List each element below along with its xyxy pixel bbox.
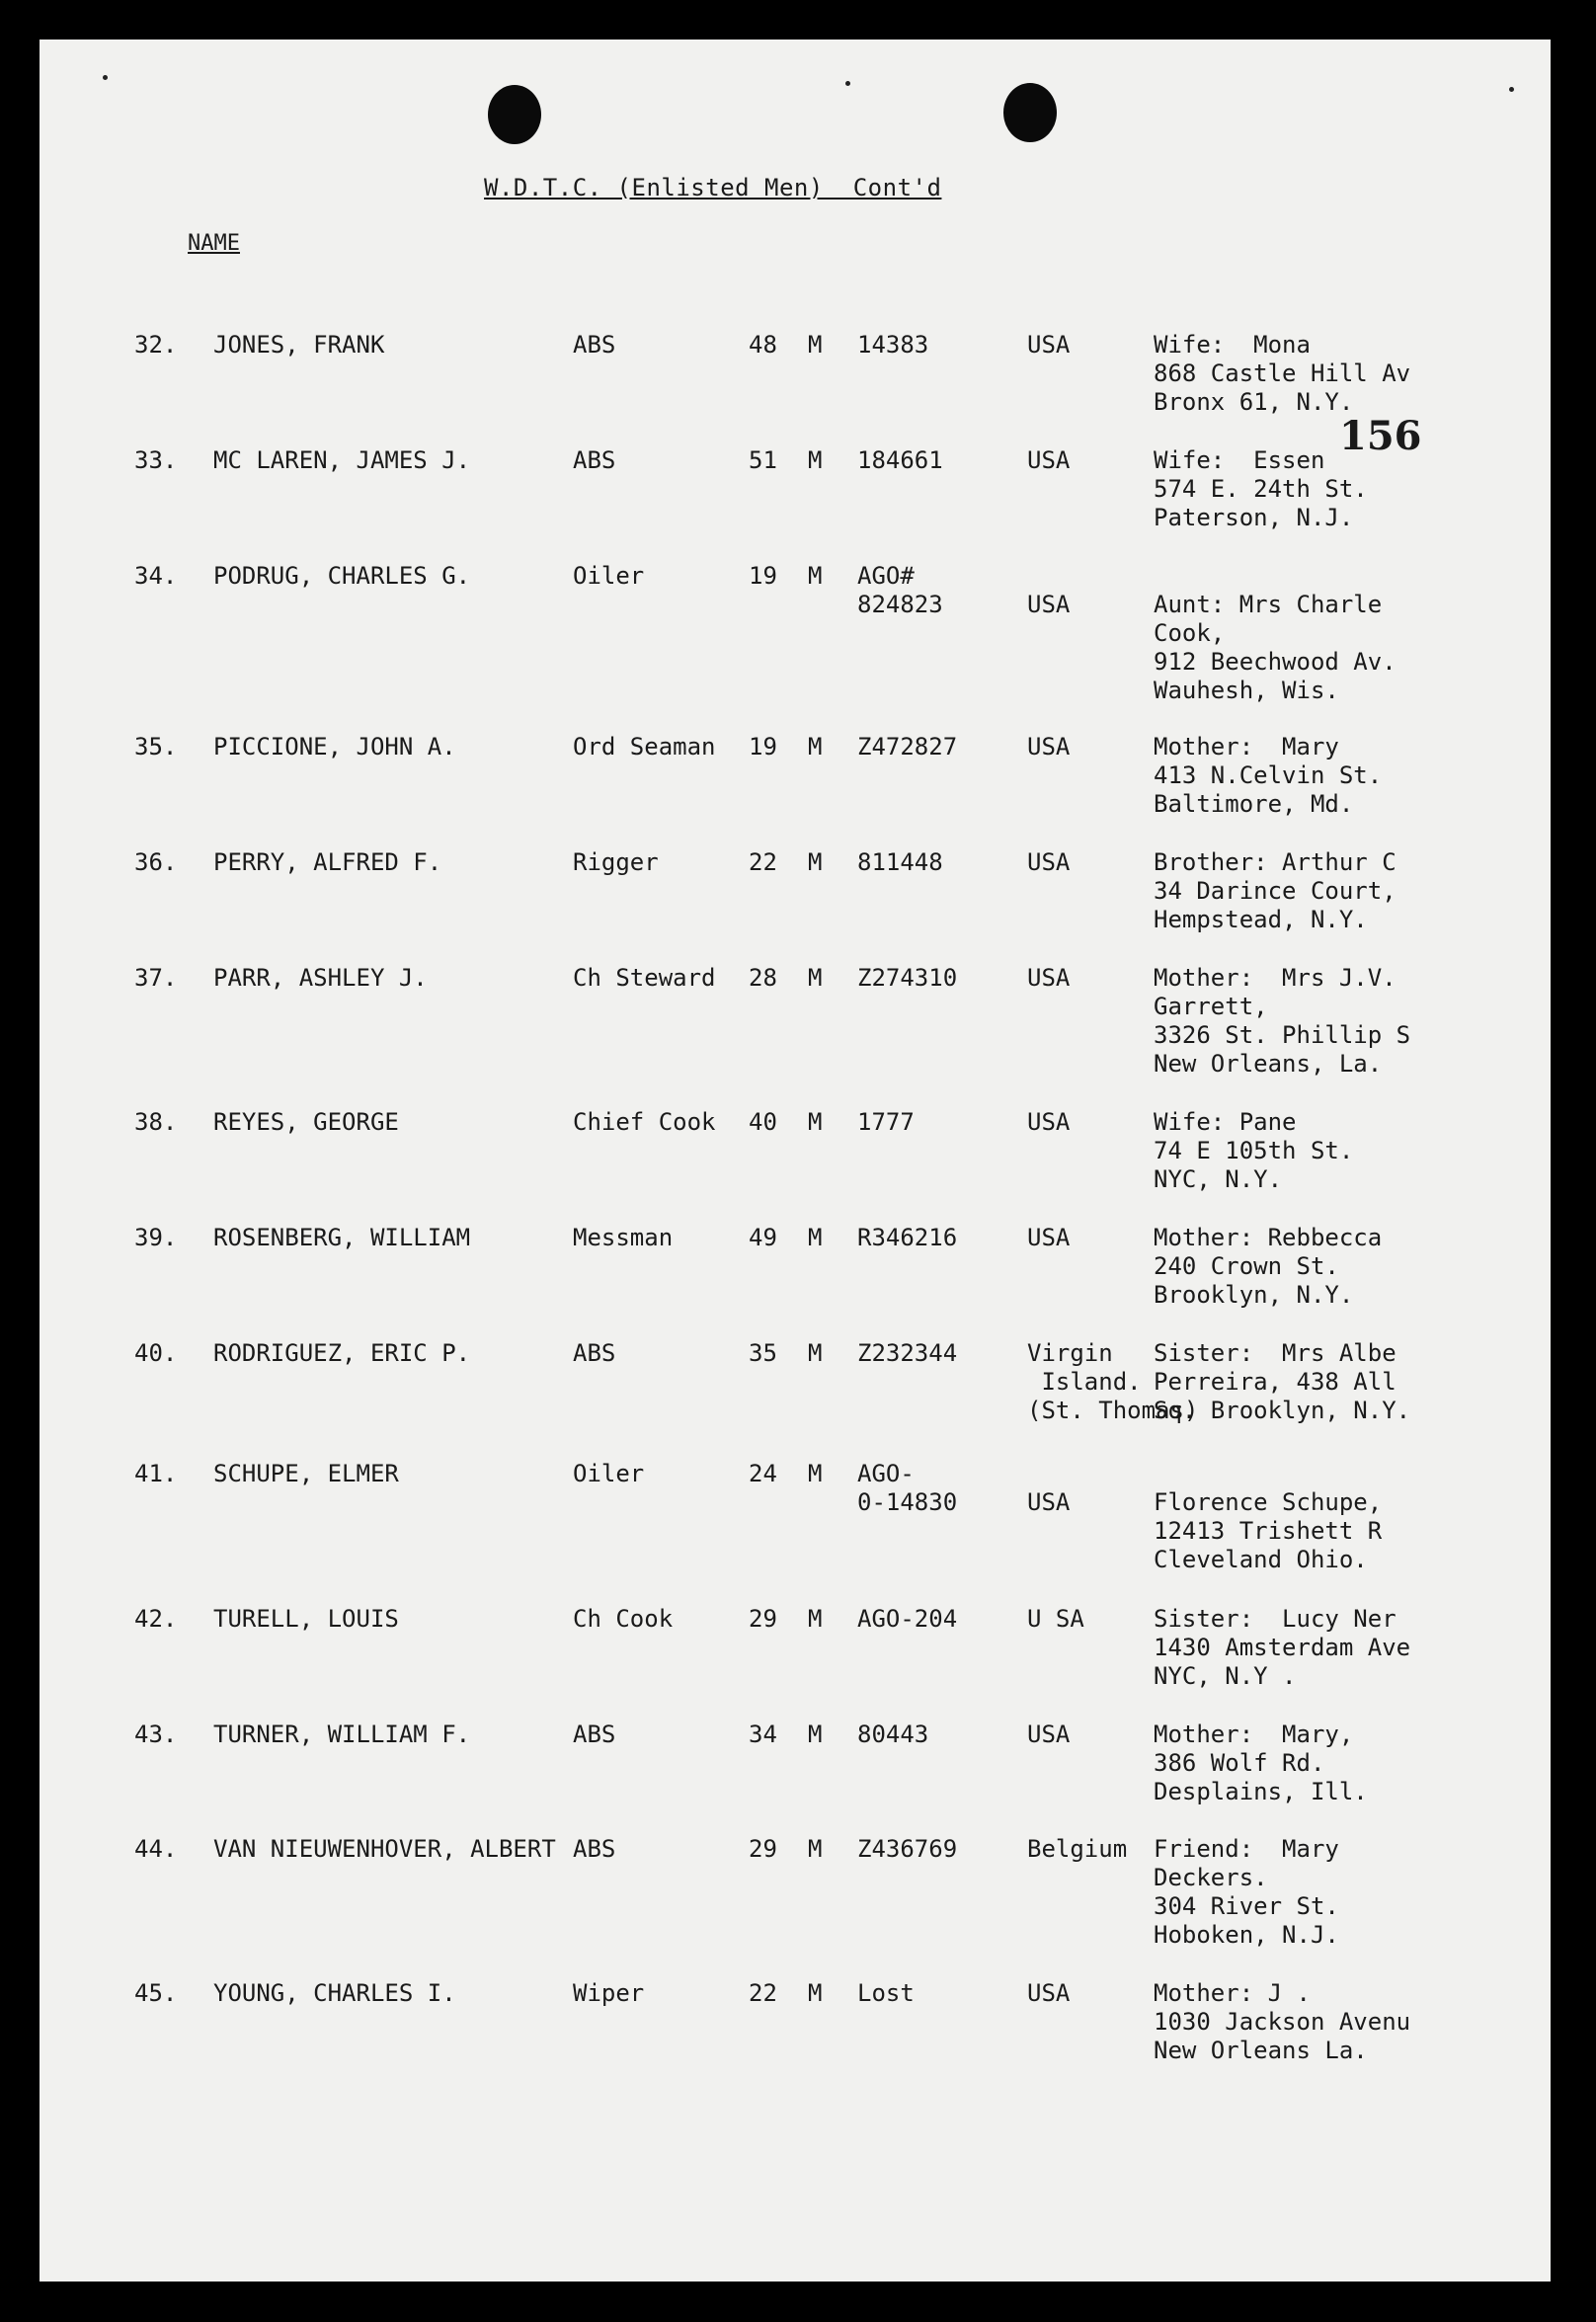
crew-id-number: AGO-204 [857,1605,958,1633]
next-of-kin: Mother: Rebbecca 240 Crown St. Brooklyn, N.Y. [1154,1224,1383,1309]
punch-hole-right [1003,83,1057,142]
crew-id-number: Lost [857,1979,915,2007]
row-number: 34. [134,562,178,590]
next-of-kin: Sister: Lucy Ner 1430 Amsterdam Ave NYC, N.Y . [1154,1605,1411,1690]
next-of-kin: Florence Schupe, 12413 Trishett R Cleveland Ohio. [1154,1488,1383,1573]
name-column-heading: NAME [188,231,240,256]
crew-name: RODRIGUEZ, ERIC P. [213,1339,471,1367]
row-number: 42. [134,1605,178,1633]
crew-name: REYES, GEORGE [213,1108,399,1136]
crew-nationality: USA [1027,964,1071,992]
crew-rating: Oiler [573,562,645,590]
crew-name: PICCIONE, JOHN A. [213,733,456,761]
crew-age: 29 [749,1835,777,1863]
row-number: 38. [134,1108,178,1136]
crew-age: 48 [749,331,777,359]
crew-id-number: Z232344 [857,1339,958,1367]
punch-hole-left [488,85,541,144]
crew-sex: M [808,1721,823,1748]
crew-rating: ABS [573,1721,616,1748]
crew-id-number: Z436769 [857,1835,958,1863]
crew-age: 28 [749,964,777,992]
crew-age: 19 [749,562,777,590]
crew-id-number: 80443 [857,1721,929,1748]
crew-rating: Chief Cook [573,1108,716,1136]
row-number: 37. [134,964,178,992]
crew-id-number: 14383 [857,331,929,359]
crew-nationality: U SA [1027,1605,1084,1633]
crew-nationality: USA [1027,591,1071,618]
crew-name: PODRUG, CHARLES G. [213,562,471,590]
crew-nationality: USA [1027,446,1071,474]
crew-rating: Ch Steward [573,964,716,992]
crew-sex: M [808,733,823,761]
next-of-kin: Mother: Mary, 386 Wolf Rd. Desplains, Ill. [1154,1721,1368,1805]
crew-name: PARR, ASHLEY J. [213,964,428,992]
row-number: 40. [134,1339,178,1367]
next-of-kin: Mother: Mary 413 N.Celvin St. Baltimore, Md. [1154,733,1383,818]
crew-name: YOUNG, CHARLES I. [213,1979,456,2007]
crew-name: SCHUPE, ELMER [213,1460,399,1487]
page-number: 156 [1339,413,1422,459]
crew-rating: Wiper [573,1979,645,2007]
next-of-kin: Brother: Arthur C 34 Darince Court, Hempstead, N.Y. [1154,848,1396,933]
crew-name: VAN NIEUWENHOVER, ALBERT [213,1835,556,1863]
crew-id-number: Z472827 [857,733,958,761]
crew-sex: M [808,1108,823,1136]
crew-nationality: Belgium [1027,1835,1128,1863]
speck-mark [1509,87,1514,92]
crew-nationality: USA [1027,733,1071,761]
crew-sex: M [808,562,823,590]
row-number: 33. [134,446,178,474]
crew-nationality: USA [1027,1979,1071,2007]
crew-age: 19 [749,733,777,761]
speck-mark [845,81,850,86]
row-number: 44. [134,1835,178,1863]
crew-age: 24 [749,1460,777,1487]
crew-rating: Ord Seaman [573,733,716,761]
crew-age: 49 [749,1224,777,1251]
document-title: W.D.T.C. (Enlisted Men) Cont'd [484,174,942,201]
crew-sex: M [808,1605,823,1633]
crew-nationality: USA [1027,1721,1071,1748]
next-of-kin: Friend: Mary Deckers. 304 River St. Hoboken, N.J. [1154,1835,1339,1949]
next-of-kin: Wife: Mona 868 Castle Hill Av Bronx 61, N.Y. [1154,331,1411,416]
crew-rating: Rigger [573,848,659,876]
crew-nationality: USA [1027,1224,1071,1251]
crew-id-number: Z274310 [857,964,958,992]
crew-age: 51 [749,446,777,474]
speck-mark [103,75,108,80]
crew-rating: Oiler [573,1460,645,1487]
next-of-kin: Mother: J . 1030 Jackson Avenu New Orleans La. [1154,1979,1411,2064]
row-number: 41. [134,1460,178,1487]
crew-rating: Ch Cook [573,1605,674,1633]
crew-sex: M [808,1835,823,1863]
crew-nationality: USA [1027,848,1071,876]
row-number: 35. [134,733,178,761]
crew-rating: ABS [573,1339,616,1367]
row-number: 45. [134,1979,178,2007]
crew-id-number: AGO# 824823 [857,562,943,618]
crew-sex: M [808,964,823,992]
crew-name: JONES, FRANK [213,331,385,359]
crew-id-number: 811448 [857,848,943,876]
next-of-kin: Mother: Mrs J.V. Garrett, 3326 St. Phillip S New Orleans, La. [1154,964,1411,1078]
crew-id-number: 1777 [857,1108,915,1136]
crew-sex: M [808,1224,823,1251]
row-number: 32. [134,331,178,359]
crew-sex: M [808,1460,823,1487]
next-of-kin: Aunt: Mrs Charle Cook, 912 Beechwood Av. Wauhesh, Wis. [1154,591,1396,704]
crew-sex: M [808,331,823,359]
crew-nationality: USA [1027,1108,1071,1136]
row-number: 43. [134,1721,178,1748]
next-of-kin: Wife: Pane 74 E 105th St. NYC, N.Y. [1154,1108,1354,1193]
crew-age: 22 [749,1979,777,2007]
crew-name: TURELL, LOUIS [213,1605,399,1633]
crew-age: 40 [749,1108,777,1136]
crew-name: PERRY, ALFRED F. [213,848,442,876]
crew-nationality: Virgin Island. (St. Thomas) [1027,1339,1199,1424]
crew-name: ROSENBERG, WILLIAM [213,1224,471,1251]
crew-age: 35 [749,1339,777,1367]
crew-sex: M [808,848,823,876]
crew-sex: M [808,1979,823,2007]
crew-id-number: 184661 [857,446,943,474]
crew-age: 29 [749,1605,777,1633]
crew-rating: ABS [573,1835,616,1863]
crew-rating: ABS [573,446,616,474]
crew-rating: ABS [573,331,616,359]
row-number: 36. [134,848,178,876]
crew-age: 34 [749,1721,777,1748]
crew-id-number: AGO- 0-14830 [857,1460,958,1516]
next-of-kin: Wife: Essen 574 E. 24th St. Paterson, N.J. [1154,446,1368,531]
row-number: 39. [134,1224,178,1251]
crew-nationality: USA [1027,331,1071,359]
crew-name: TURNER, WILLIAM F. [213,1721,471,1748]
crew-sex: M [808,446,823,474]
crew-rating: Messman [573,1224,674,1251]
crew-id-number: R346216 [857,1224,958,1251]
next-of-kin: Sister: Mrs Albe Perreira, 438 All Sq. Brooklyn, N.Y. [1154,1339,1411,1424]
crew-age: 22 [749,848,777,876]
crew-nationality: USA [1027,1488,1071,1516]
crew-sex: M [808,1339,823,1367]
crew-name: MC LAREN, JAMES J. [213,446,471,474]
